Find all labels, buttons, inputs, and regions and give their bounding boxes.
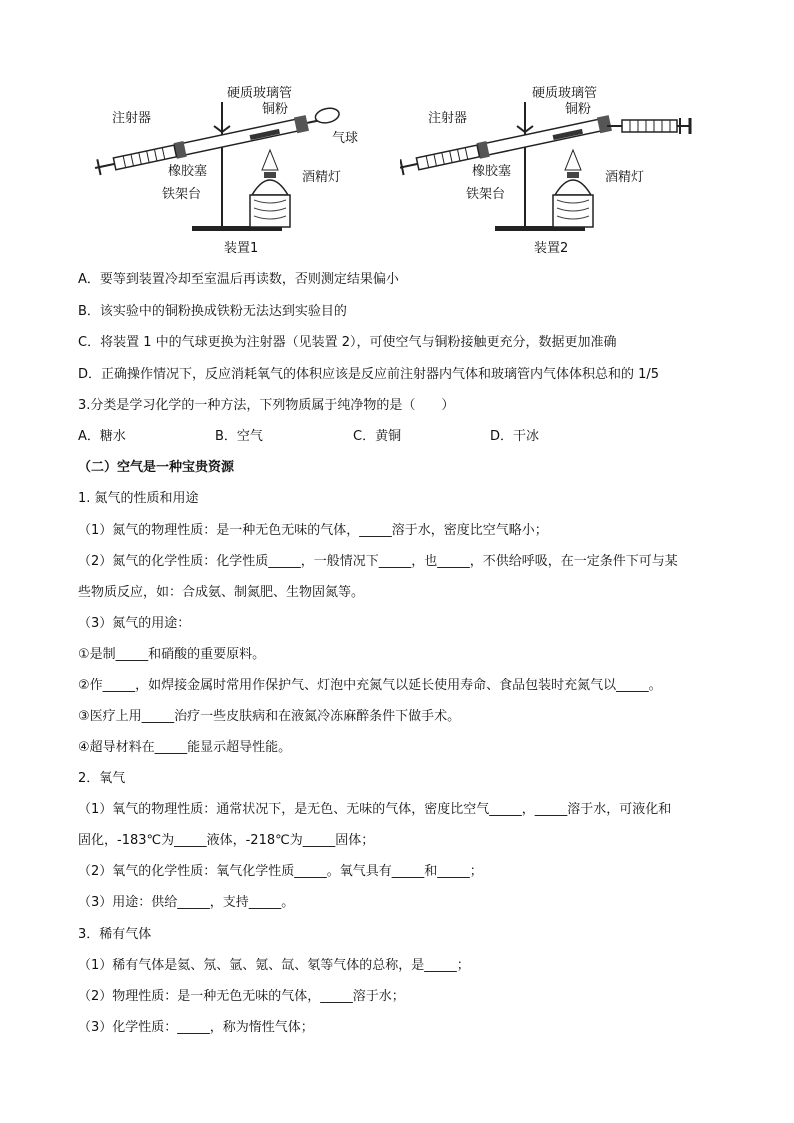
oxygen-line-2: 固化，-183℃为_____液体，-218℃为_____固体； <box>78 833 375 848</box>
q3-option-d: D．干冰 <box>490 429 540 444</box>
nitrogen-use-1: ①是制_____和硝酸的重要原料。 <box>78 647 266 662</box>
rare-gas-line-3: （3）化学性质：_____，称为惰性气体； <box>78 1020 314 1035</box>
alcohol-lamp <box>252 180 288 195</box>
q3-option-b: B．空气 <box>215 429 263 444</box>
q3-option-c: C．黄铜 <box>353 429 402 444</box>
label-rubber-stopper: 橡胶塞 <box>472 164 512 179</box>
q2-option-d: D．正确操作情况下，反应消耗氧气的体积应该是反应前注射器内气体和玻璃管内气体体积总和的 1/5 <box>78 367 660 382</box>
alcohol-lamp <box>555 180 591 195</box>
rare-gas-line-1: （1）稀有气体是氦、氖、氩、氪、氙、氡等气体的总称，是_____； <box>78 958 470 973</box>
apparatus-figure-2 <box>400 80 700 260</box>
flame <box>262 150 278 170</box>
label-hard-glass-tube: 硬质玻璃管 <box>532 86 598 101</box>
caption-apparatus-1: 装置1 <box>224 241 259 256</box>
label-copper-powder: 铜粉 <box>262 102 289 117</box>
q3-stem: 3.分类是学习化学的一种方法，下列物质属于纯净物的是（ ） <box>78 398 455 413</box>
flame <box>565 150 581 170</box>
nitrogen-line-1: （1）氮气的物理性质：是一种无色无味的气体，_____溶于水，密度比空气略小； <box>78 523 548 538</box>
label-rubber-stopper: 橡胶塞 <box>168 164 208 179</box>
label-hard-glass-tube: 硬质玻璃管 <box>227 86 293 101</box>
q2-option-a: A．要等到装置冷却至室温后再读数，否则测定结果偏小 <box>78 272 399 287</box>
oxygen-title: 2．氧气 <box>78 771 126 786</box>
nitrogen-line-4: （3）氮气的用途： <box>78 616 191 631</box>
q2-option-b: B．该实验中的铜粉换成铁粉无法达到实验目的 <box>78 304 347 319</box>
apparatus-figure-1 <box>92 80 362 260</box>
syringe-barrel-left <box>416 145 479 170</box>
oxygen-line-1: （1）氧气的物理性质：通常状况下，是无色、无味的气体，密度比空气_____，_____溶于水，可液化和 <box>78 802 672 817</box>
apparatus-1-drawing <box>92 80 362 260</box>
rare-gas-line-2: （2）物理性质：是一种无色无味的气体，_____溶于水； <box>78 989 405 1004</box>
label-alcohol-lamp: 酒精灯 <box>605 170 645 185</box>
q3-option-a: A．糖水 <box>78 429 126 444</box>
oxygen-line-3: （2）氧气的化学性质：氧气化学性质_____。氧气具有_____和_____； <box>78 864 483 879</box>
nitrogen-title: 1. 氮气的性质和用途 <box>78 491 199 506</box>
label-syringe: 注射器 <box>428 111 468 126</box>
oxygen-line-4: （3）用途：供给_____，支持_____。 <box>78 895 295 910</box>
label-syringe: 注射器 <box>112 111 152 126</box>
label-balloon: 气球 <box>332 131 359 146</box>
section-2-title: （二）空气是一种宝贵资源 <box>78 460 235 475</box>
nitrogen-use-2: ②作_____，如焊接金属时常用作保护气、灯泡中充氮气以延长使用寿命、食品包装时充氮气以_____。 <box>78 678 662 693</box>
nitrogen-use-3: ③医疗上用_____治疗一些皮肤病和在液氮冷冻麻醉条件下做手术。 <box>78 709 461 724</box>
label-alcohol-lamp: 酒精灯 <box>302 170 342 185</box>
balloon <box>314 106 340 125</box>
nitrogen-line-2: （2）氮气的化学性质：化学性质_____，一般情况下_____，也_____，不供给呼吸，在一定条件下可与某 <box>78 554 678 569</box>
apparatus-2-drawing <box>400 80 700 260</box>
nitrogen-line-3: 些物质反应，如：合成氨、制氮肥、生物固氮等。 <box>78 585 365 600</box>
q2-option-c: C．将装置 1 中的气球更换为注射器（见装置 2），可使空气与铜粉接触更充分，数据更加准确 <box>78 335 617 350</box>
rare-gas-title: 3．稀有气体 <box>78 927 152 942</box>
label-copper-powder: 铜粉 <box>565 102 592 117</box>
label-iron-stand: 铁架台 <box>466 187 506 202</box>
nitrogen-use-4: ④超导材料在_____能显示超导性能。 <box>78 740 292 755</box>
caption-apparatus-2: 装置2 <box>534 241 569 256</box>
label-iron-stand: 铁架台 <box>162 187 202 202</box>
